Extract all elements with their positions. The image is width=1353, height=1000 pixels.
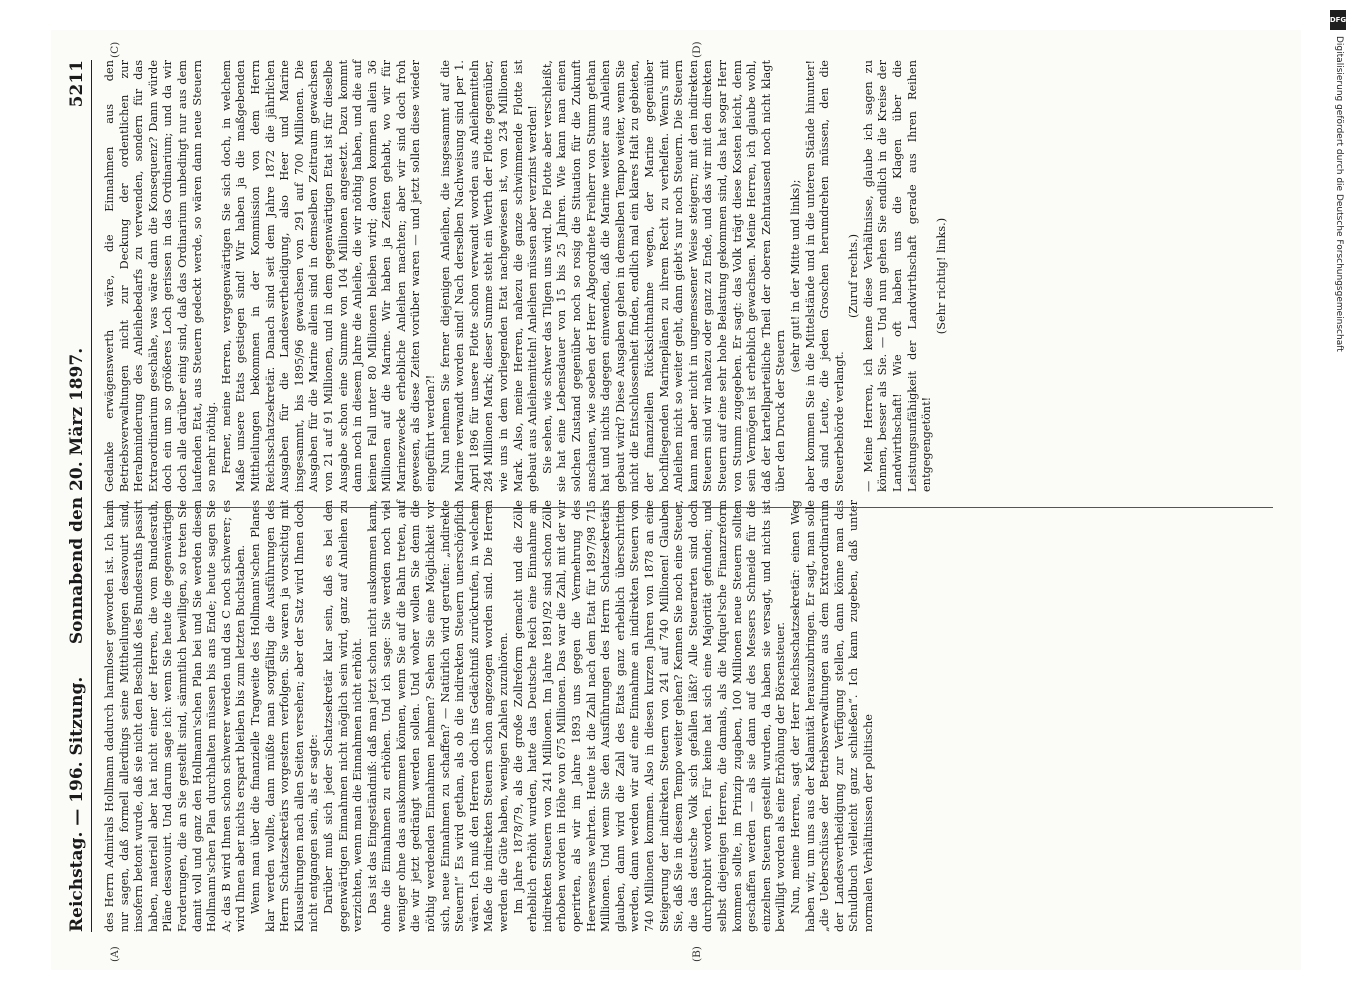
paragraph: (Sehr richtig! links.) [934, 217, 948, 335]
paragraph: Nun nehmen Sie ferner diejenigen Anleihen, die insgesammt auf die Marine verwandt worden sind! Nach derselben Nachweisung sind per 1. April 1896 für unsere Flotte schon verwandt worden aus Anleihemitteln 284 Millionen Mark; dieser Summe steht ein Werth der Flotte gegenüber, wie uns in dem vorliegenden Etat nachgewiesen ist, von 234 Millionen Mark. Also, meine Herren, nahezu die ganze schwimmende Flotte ist gebaut aus Anleihemitteln! Anleihen müssen aber verzinst werden! [438, 60, 540, 492]
paragraph: Das ist das Eingeständniß: daß man jetzt schon nicht auskommen kann, ohne die Einnahmen zu erhöhen. Und ich sage: Sie werden noch viel weniger ohne das auskommen können, wenn Sie auf die Bahn treten, auf die wir jetzt gedrängt werden sollen. Und woher wollen Sie denn die nöthig werdenden Einnahmen nehmen? Sehen Sie eine Möglichkeit vor sich, neue Einnahmen zu schaffen? — Natürlich wird gerufen: „indirekte Steuern!“ Es wird gethan, als ob die indirekten Steuern unerschöpflich wären. Ich muß den Herren doch ins Gedächtniß zurückrufen, in welchem Maße die indirekten Steuern schon angezogen worden sind. Die Herren werden die Güte haben, wenigen Zahlen zuzuhören. [365, 500, 511, 932]
paragraph: Gedanke erwägenswerth wäre, die Einnahmen aus den Betriebsverwaltungen nicht zur Deckung der ordentlichen zur Herabminderung des Anleihebedarfs zu verwenden, sondern für das Extraordinarium geschähe, was wäre dann die Konsequenz? Dann würde doch ein um so größeres Loch gerissen in das Ordinarium; und da wir doch alle darüber einig sind, daß das Ordinarium unbedingt nur aus dem laufenden Etat, aus Steuern gedeckt werde, so wären dann neue Steuern so mehr nöthig. [103, 60, 219, 492]
paragraph: Sie sehen, wie schwer das Tilgen uns wird. Die Flotte aber verschleißt, sie hat eine Lebensdauer von 15 bis 25 Jahren. Wie kann man einen solchen Zustand gegenüber noch so rosig die Situation für die Zukunft anschauen, wie soeben der Herr Abgeordnete Freiherr von Stumm gethan hat und nichts dagegen einwenden, daß die Marine weiter aus Anleihen gebaut wird? Diese Ausgaben gehen in demselben Tempo weiter, wenn Sie nicht die Entschlossenheit finden, endlich mal ein klares Halt zu gebieten, der finanziellen Rücksichtnahme wegen, der Marine gegenüber hochfliegenden Marineplänen zu ihrem Recht zu verhelfen. Wenn's mit Anleihen nicht so weiter geht, dann giebt's nur noch Steuern. Die Steuern kann man aber nicht in ungemessener Weise steigern; mit den indirekten Steuern sind wir nahezu oder ganz zu Ende, und das wir mit den direkten Steuern auf eine sehr hohe Belastung gekommen sind, das hat sogar Herr von Stumm zugegeben. Er sagt: das Volk trägt diese Kosten leicht, denn sein Vermögen ist erheblich gewachsen. Meine Herren, ich glaube wohl, daß der kartellparteiliche Theil der oberen Zehntausend noch nicht klagt über den Druck der Steuern [540, 60, 788, 492]
paragraph: des Herrn Admirals Hollmann dadurch harmloser geworden ist. Ich kann nur sagen, daß formell allerdings seine Mittheilungen desavouirt sind, insofern betont wurde, daß sie nicht den Beschluß des Bundesraths passirt haben, materiell aber hat nicht einer der Herren, die vom Bundesrath, Pläne desavouirt. Und darum sage ich: wenn Sie heute die gegenwärtigen Forderungen, die an Sie gestellt sind, sämmtlich bewilligen, so treten Sie damit voll und ganz den Hollmann'schen Plan bei und Sie werden diesen Hollmann'schen Plan durchhalten müssen bis ans Ende; heute sagen Sie A; das B wird Ihnen schon schwerer werden und das C noch schwerer; es wird Ihnen aber nichts erspart bleiben bis zum letzten Buchstaben. [103, 500, 248, 932]
margin-mark-c: (C) [109, 41, 121, 58]
right-column [103, 60, 949, 492]
left-column [103, 500, 876, 932]
paragraph: Darüber muß sich jeder Schatzsekretär klar sein, daß es bei den gegenwärtigen Einnahmen nicht möglich sein wird, ganz auf Anleihen zu verzichten, wenn man die Einnahmen nicht erhöht. [321, 500, 365, 932]
margin-mark-a: (A) [109, 946, 121, 962]
paragraph: Wenn man über die finanzielle Tragweite des Hollmann'schen Planes klar werden wollte, dann müßte man sorgfältig die Ausführungen des Herrn Schatzsekretärs vorgestern verfolgen. Sie waren ja vorsichtig mit Klauselirungen nach allen Seiten versehen; aber der Satz wird Ihnen doch nicht entgangen sein, als er sagte: [248, 500, 321, 932]
paragraph: Im Jahre 1878/79, als die große Zollreform gemacht und die Zölle erheblich erhöht wurden, hatte das Deutsche Reich eine Einnahme an indirekten Steuern von 241 Millionen. Im Jahre 1891/92 sind schon Zölle erhoben worden in Höhe von 675 Millionen. Das war die Zahl, mit der wir operirten, als wir im Jahre 1893 uns gegen die Vermehrung des Heerwesens wehrten. Heute ist die Zahl nach dem Etat für 1897/98 715 Millionen. Und wenn Sie den Ausführungen des Herrn Schatzsekretärs glauben, dann wird die Zahl des Etats ganz erheblich überschritten werden, dann werden wir auf eine Einnahme an indirekten Steuern von 740 Millionen kommen. Also in diesen kurzen Jahren von 1878 an eine Steigerung der indirekten Steuern von 241 auf 740 Millionen! Glauben Sie, daß Sie in diesem Tempo weiter gehen? Kennen Sie noch eine Steuer, die das deutsche Volk sich gefallen läßt? Alle Steuerarten sind doch durchprobirt worden. Für keine hat sich eine Majorität gefunden; und selbst diejenigen Herren, die damals, als die Miquel'sche Finanzreform kommen sollte, im Prinzip zugaben, 100 Millionen neue Steuern sollten geschaffen werden — als sie dann auf des Messers Schneide für die einzelnen Steuern gestellt wurden, da haben sie versagt, und nichts ist bewilligt worden als eine Erhöhung der Börsensteuer. [511, 500, 788, 932]
margin-mark-d: (D) [691, 41, 703, 58]
paragraph: — Meine Herren, ich kenne diese Verhältnisse, glaube ich sagen zu können, besser als Sie. — Und nun gehen Sie endlich in die Kreise der Landwirthschaft! Wie oft haben uns die Klagen über die Leistungsunfähigkeit der Landwirthschaft gerade aus Ihren Reihen entgegengetönt! [861, 60, 934, 492]
digitization-credit [1327, 6, 1351, 566]
paragraph: Ferner, meine Herren, vergegenwärtigen Sie sich doch, in welchem Maße unsere Etats gestiegen sind! Wir haben ja die maßgebenden Mittheilungen bekommen in der Kommission von dem Herrn Reichsschatzsekretär. Danach sind seit dem Jahre 1872 die jährlichen Ausgaben für die Landesvertheidigung, also Heer und Marine insgesammt, bis 1895/96 gewachsen von 291 auf 700 Millionen. Die Ausgaben für die Marine allein sind in demselben Zeitraum gewachsen von 21 auf 91 Millionen, und in dem gegenwärtigen Etat ist für dieselbe Ausgabe schon eine Summe von 104 Millionen angesetzt. Dazu kommt dann noch in diesem Jahre die Anleihe, die wir nöthig haben, und die auf keinen Fall unter 80 Millionen bleiben wird; davon kommen allein 36 Millionen auf die Marine. Wir haben ja Zeiten gehabt, wo wir für Marinezwecke erhebliche Anleihen machten; aber wir sind doch froh gewesen, als diese Zeiten vorüber waren — und jetzt sollen diese wieder eingeführt werden?! [219, 60, 438, 492]
dfg-logo-icon: DFG [1330, 10, 1346, 30]
column-divider [103, 507, 1273, 508]
credit-text: Digitalisierung gefördert durch die Deutsche Forschungsgemeinschaft [1334, 36, 1344, 352]
header-left: Reichstag. — 196. Sitzung. [67, 676, 87, 932]
margin-mark-b: (B) [691, 946, 703, 962]
header-date: Sonnabend den 20. März 1897. [67, 347, 87, 645]
page-number: 5211 [67, 60, 87, 108]
paragraph: aber kommen Sie in die Mittelstände und in die unteren Stände hinunter! da sind Leute, die jeden Groschen herumdrehen müssen, den die Steuerbehörde verlangt. [803, 60, 846, 492]
paragraph: (sehr gut! in der Mitte und links); [788, 179, 802, 373]
page-header [65, 60, 92, 932]
paragraph: (Zuruf rechts.) [847, 234, 861, 319]
document-page [51, 30, 1301, 970]
paragraph: Nun, meine Herren, sagt der Herr Reichsschatzsekretär: einen Weg haben wir, um uns aus der Kalamität herauszubringen. Er sagt, man solle „die Ueberschüsse der Betriebsverwaltungen aus dem Extraordinarium der Landesvertheidigung zur Verfügung stellen, dann könne man das Schuldbuch vielleicht ganz schließen“. Ich kann zugeben, daß unter normalen Verhältnissen der politische [788, 500, 875, 932]
